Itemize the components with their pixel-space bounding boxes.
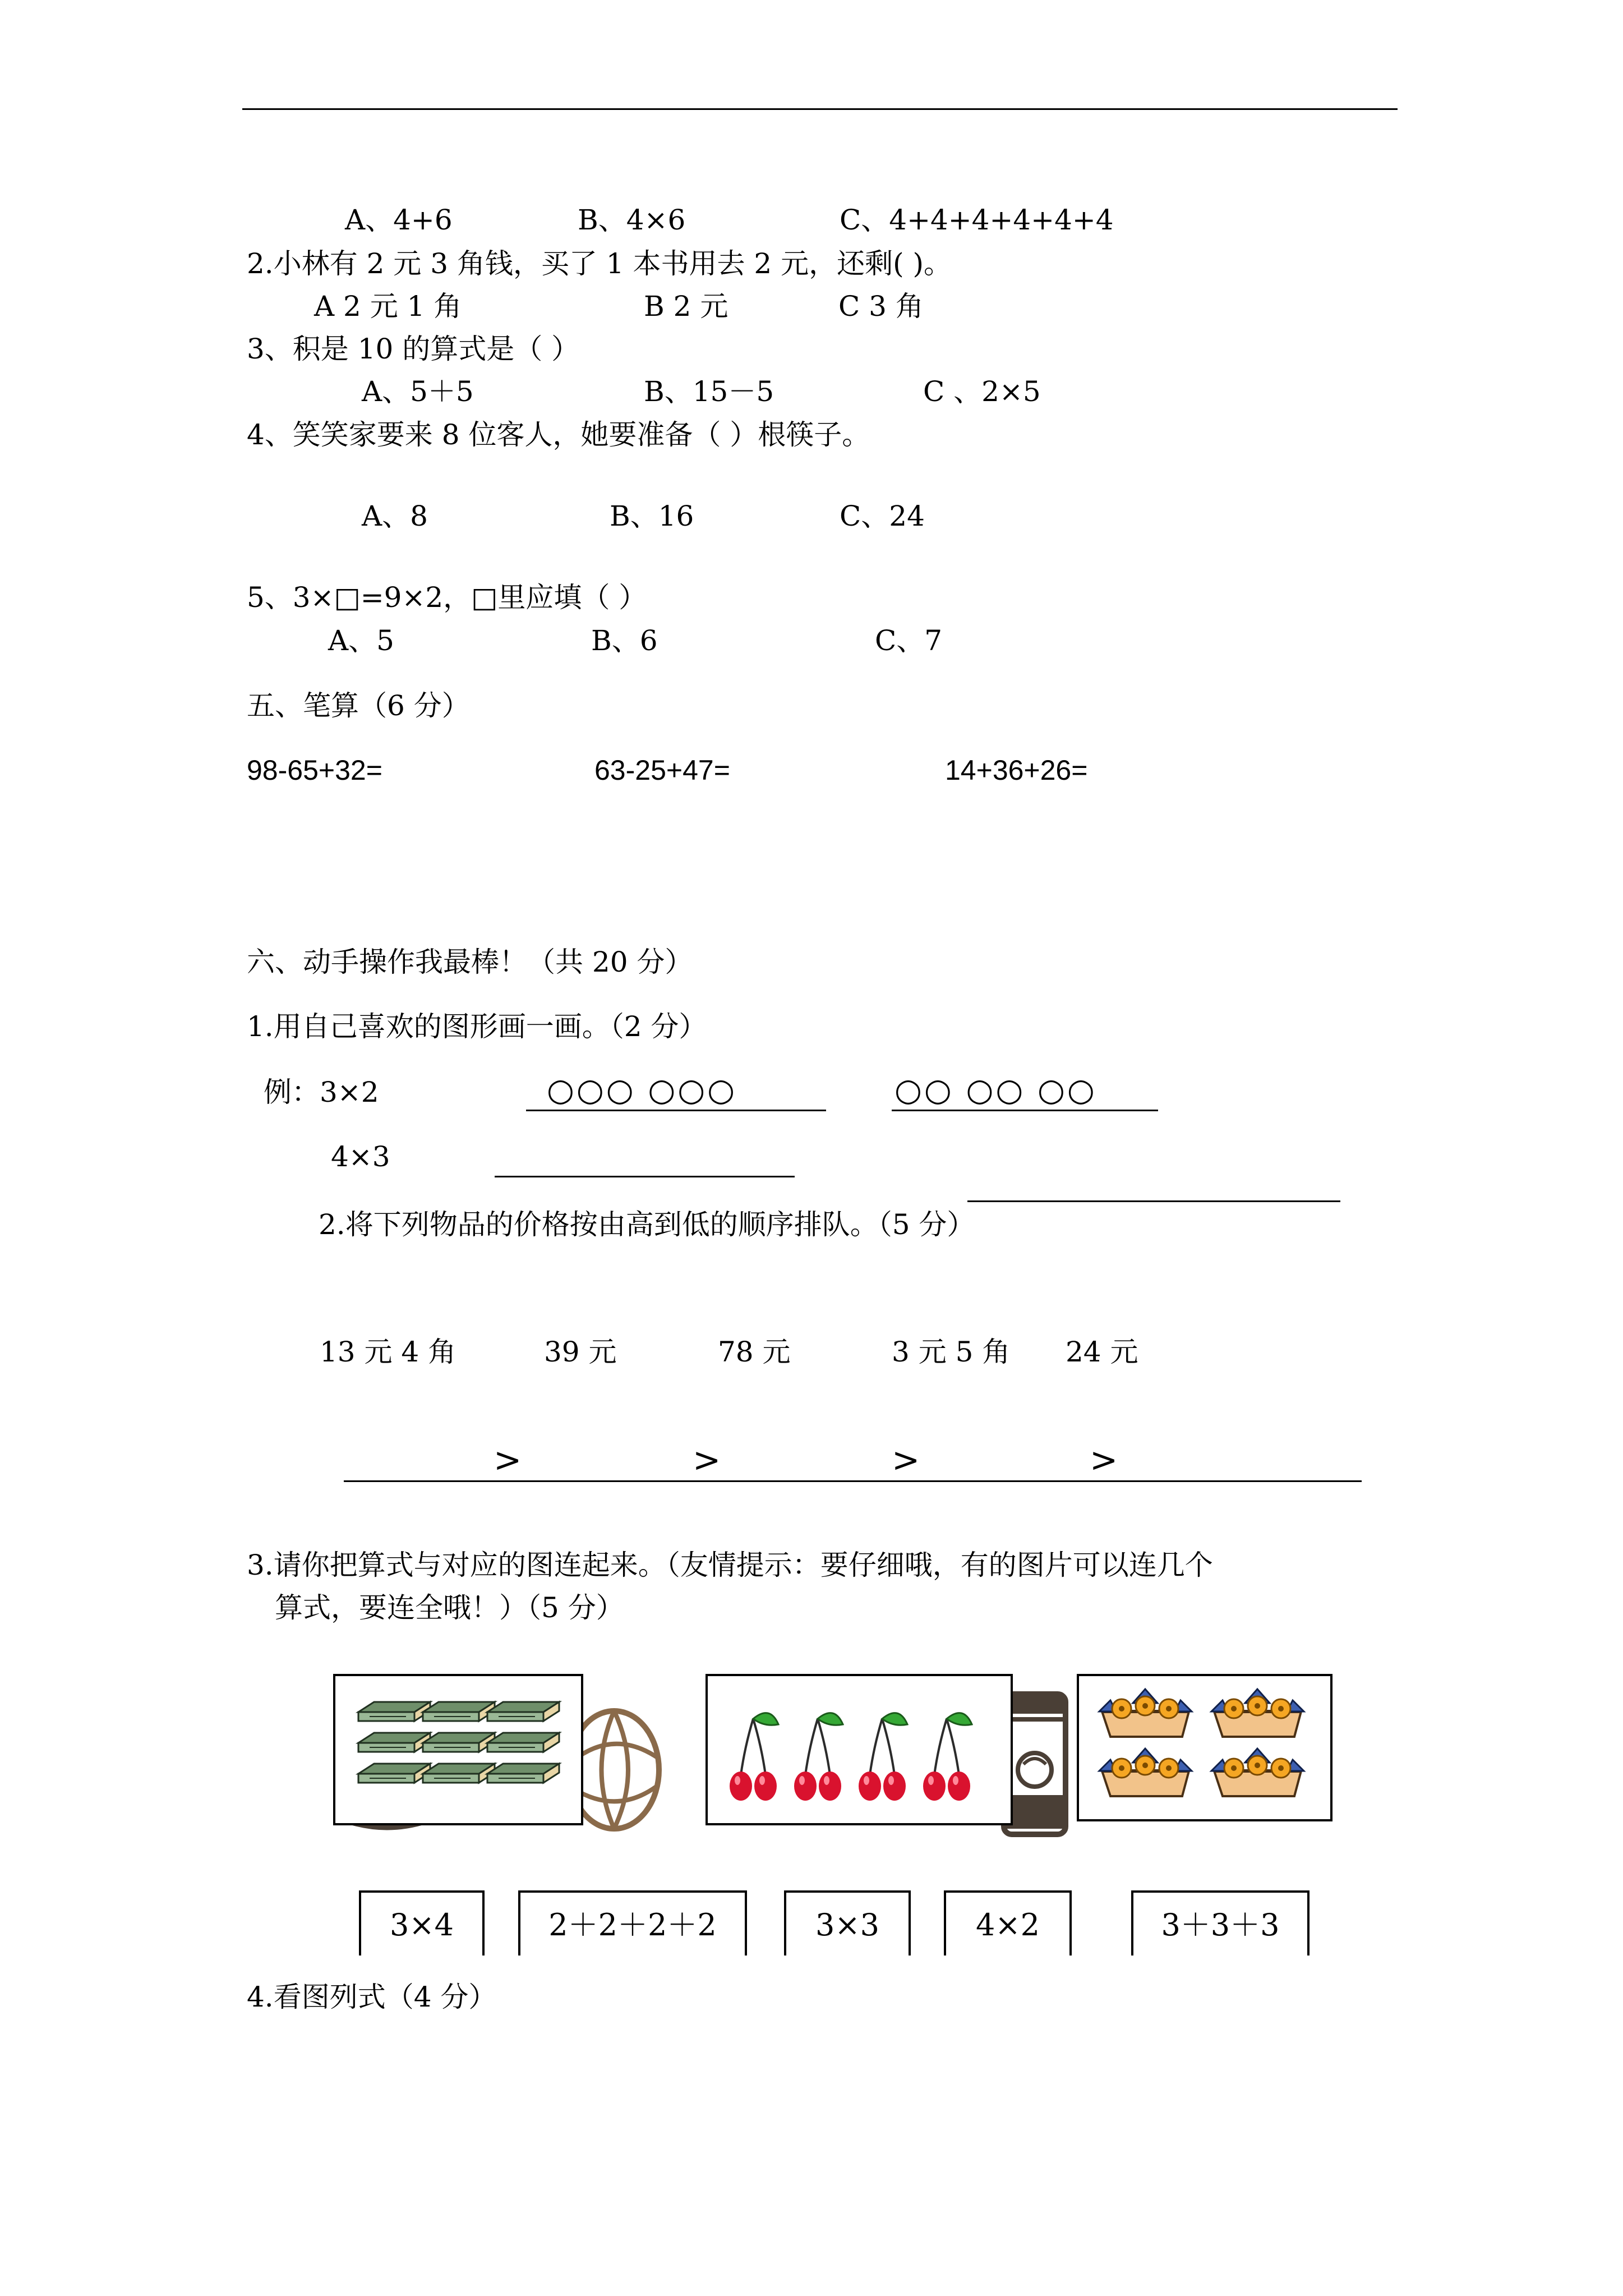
expression-label-2: 2＋2＋2＋2 (548, 1907, 717, 1943)
expression-box-4[interactable] (944, 1890, 1072, 1955)
prev-option-b: B、4×6 (578, 204, 686, 236)
q2-option-b: B 2 元 (644, 290, 728, 323)
q2-option-c: C 3 角 (838, 290, 924, 323)
q5-option-c: C、7 (875, 624, 943, 657)
prev-option-a: A、4+6 (345, 204, 453, 236)
q4-option-a: A、8 (362, 500, 428, 532)
cherries-icon (706, 1674, 1008, 1821)
expression-box-5[interactable] (1131, 1890, 1310, 1955)
header-rule (242, 108, 1398, 110)
q2-option-a: A 2 元 1 角 (314, 290, 462, 323)
prev-option-c: C、4+4+4+4+4+4 (840, 204, 1114, 236)
flower-baskets-picture-box[interactable] (1077, 1674, 1332, 1821)
q4-option-c: C、24 (840, 500, 925, 532)
q5-option-b: B、6 (591, 624, 658, 657)
ordering-answer-line[interactable] (344, 1480, 1362, 1482)
section6-q2-title: 2.将下列物品的价格按由高到低的顺序排队。（5 分） (319, 1208, 975, 1241)
task-label: 4×3 (331, 1140, 390, 1173)
greater-than-3: > (892, 1441, 920, 1480)
cherries-picture-box[interactable] (706, 1674, 1013, 1825)
expression-box-2[interactable] (518, 1890, 747, 1955)
section6-title: 六、动手操作我最棒！（共 20 分） (247, 946, 693, 978)
q3-stem: 3、积是 10 的算式是（ ） (247, 333, 580, 365)
example-label: 例：3×2 (264, 1076, 379, 1108)
greater-than-4: > (1090, 1441, 1118, 1480)
task-answer-line-2[interactable] (967, 1200, 1340, 1202)
flower-baskets-icon (1077, 1674, 1328, 1817)
expression-label-5: 3＋3＋3 (1161, 1907, 1280, 1943)
greater-than-1: > (494, 1441, 522, 1480)
example-circles-2: ○○ ○○ ○○ (895, 1072, 1097, 1108)
q4-stem: 4、笑笑家要来 8 位客人，她要准备（ ）根筷子。 (247, 418, 870, 451)
money-picture-box[interactable] (333, 1674, 583, 1825)
money-bills-icon (333, 1674, 579, 1821)
q5-stem: 5、3×□=9×2，□里应填（ ） (247, 581, 647, 614)
greater-than-2: > (693, 1441, 721, 1480)
task-answer-line-1[interactable] (495, 1176, 795, 1177)
price-5: 24 元 (1066, 1336, 1138, 1368)
price-2: 39 元 (544, 1336, 617, 1368)
q3-option-b: B、15－5 (644, 375, 774, 408)
q3-option-a: A、5＋5 (362, 375, 474, 408)
section5-expr-3: 14+36+26= (945, 754, 1088, 786)
price-3: 78 元 (718, 1336, 791, 1368)
example-circles-1: ○○○ ○○○ (547, 1072, 737, 1108)
q3-option-c: C 、2×5 (923, 375, 1041, 408)
example-rule-2 (892, 1110, 1158, 1111)
section5-expr-1: 98-65+32= (247, 754, 382, 786)
expression-box-1[interactable] (359, 1890, 485, 1955)
q2-stem: 2.小林有 2 元 3 角钱，买了 1 本书用去 2 元，还剩( )。 (247, 247, 952, 280)
section6-q4-title: 4.看图列式（4 分） (247, 1981, 497, 2013)
section6-q1-title: 1.用自己喜欢的图形画一画。（2 分） (247, 1010, 707, 1043)
section6-q3-title-line1: 3.请你把算式与对应的图连起来。（友情提示：要仔细哦，有的图片可以连几个 (247, 1549, 1213, 1581)
expression-box-3[interactable] (784, 1890, 911, 1955)
section5-expr-2: 63-25+47= (594, 754, 730, 786)
q5-option-a: A、5 (328, 624, 394, 657)
price-4: 3 元 5 角 (892, 1336, 1011, 1368)
q4-option-b: B、16 (610, 500, 694, 532)
expression-label-1: 3×4 (390, 1907, 454, 1943)
expression-label-3: 3×3 (815, 1907, 879, 1943)
section6-q3-title-line2: 算式，要连全哦！）（5 分） (275, 1591, 624, 1624)
price-1: 13 元 4 角 (320, 1336, 457, 1368)
example-rule-1 (526, 1110, 826, 1111)
section5-title: 五、笔算（6 分） (247, 689, 470, 722)
expression-label-4: 4×2 (976, 1907, 1040, 1943)
